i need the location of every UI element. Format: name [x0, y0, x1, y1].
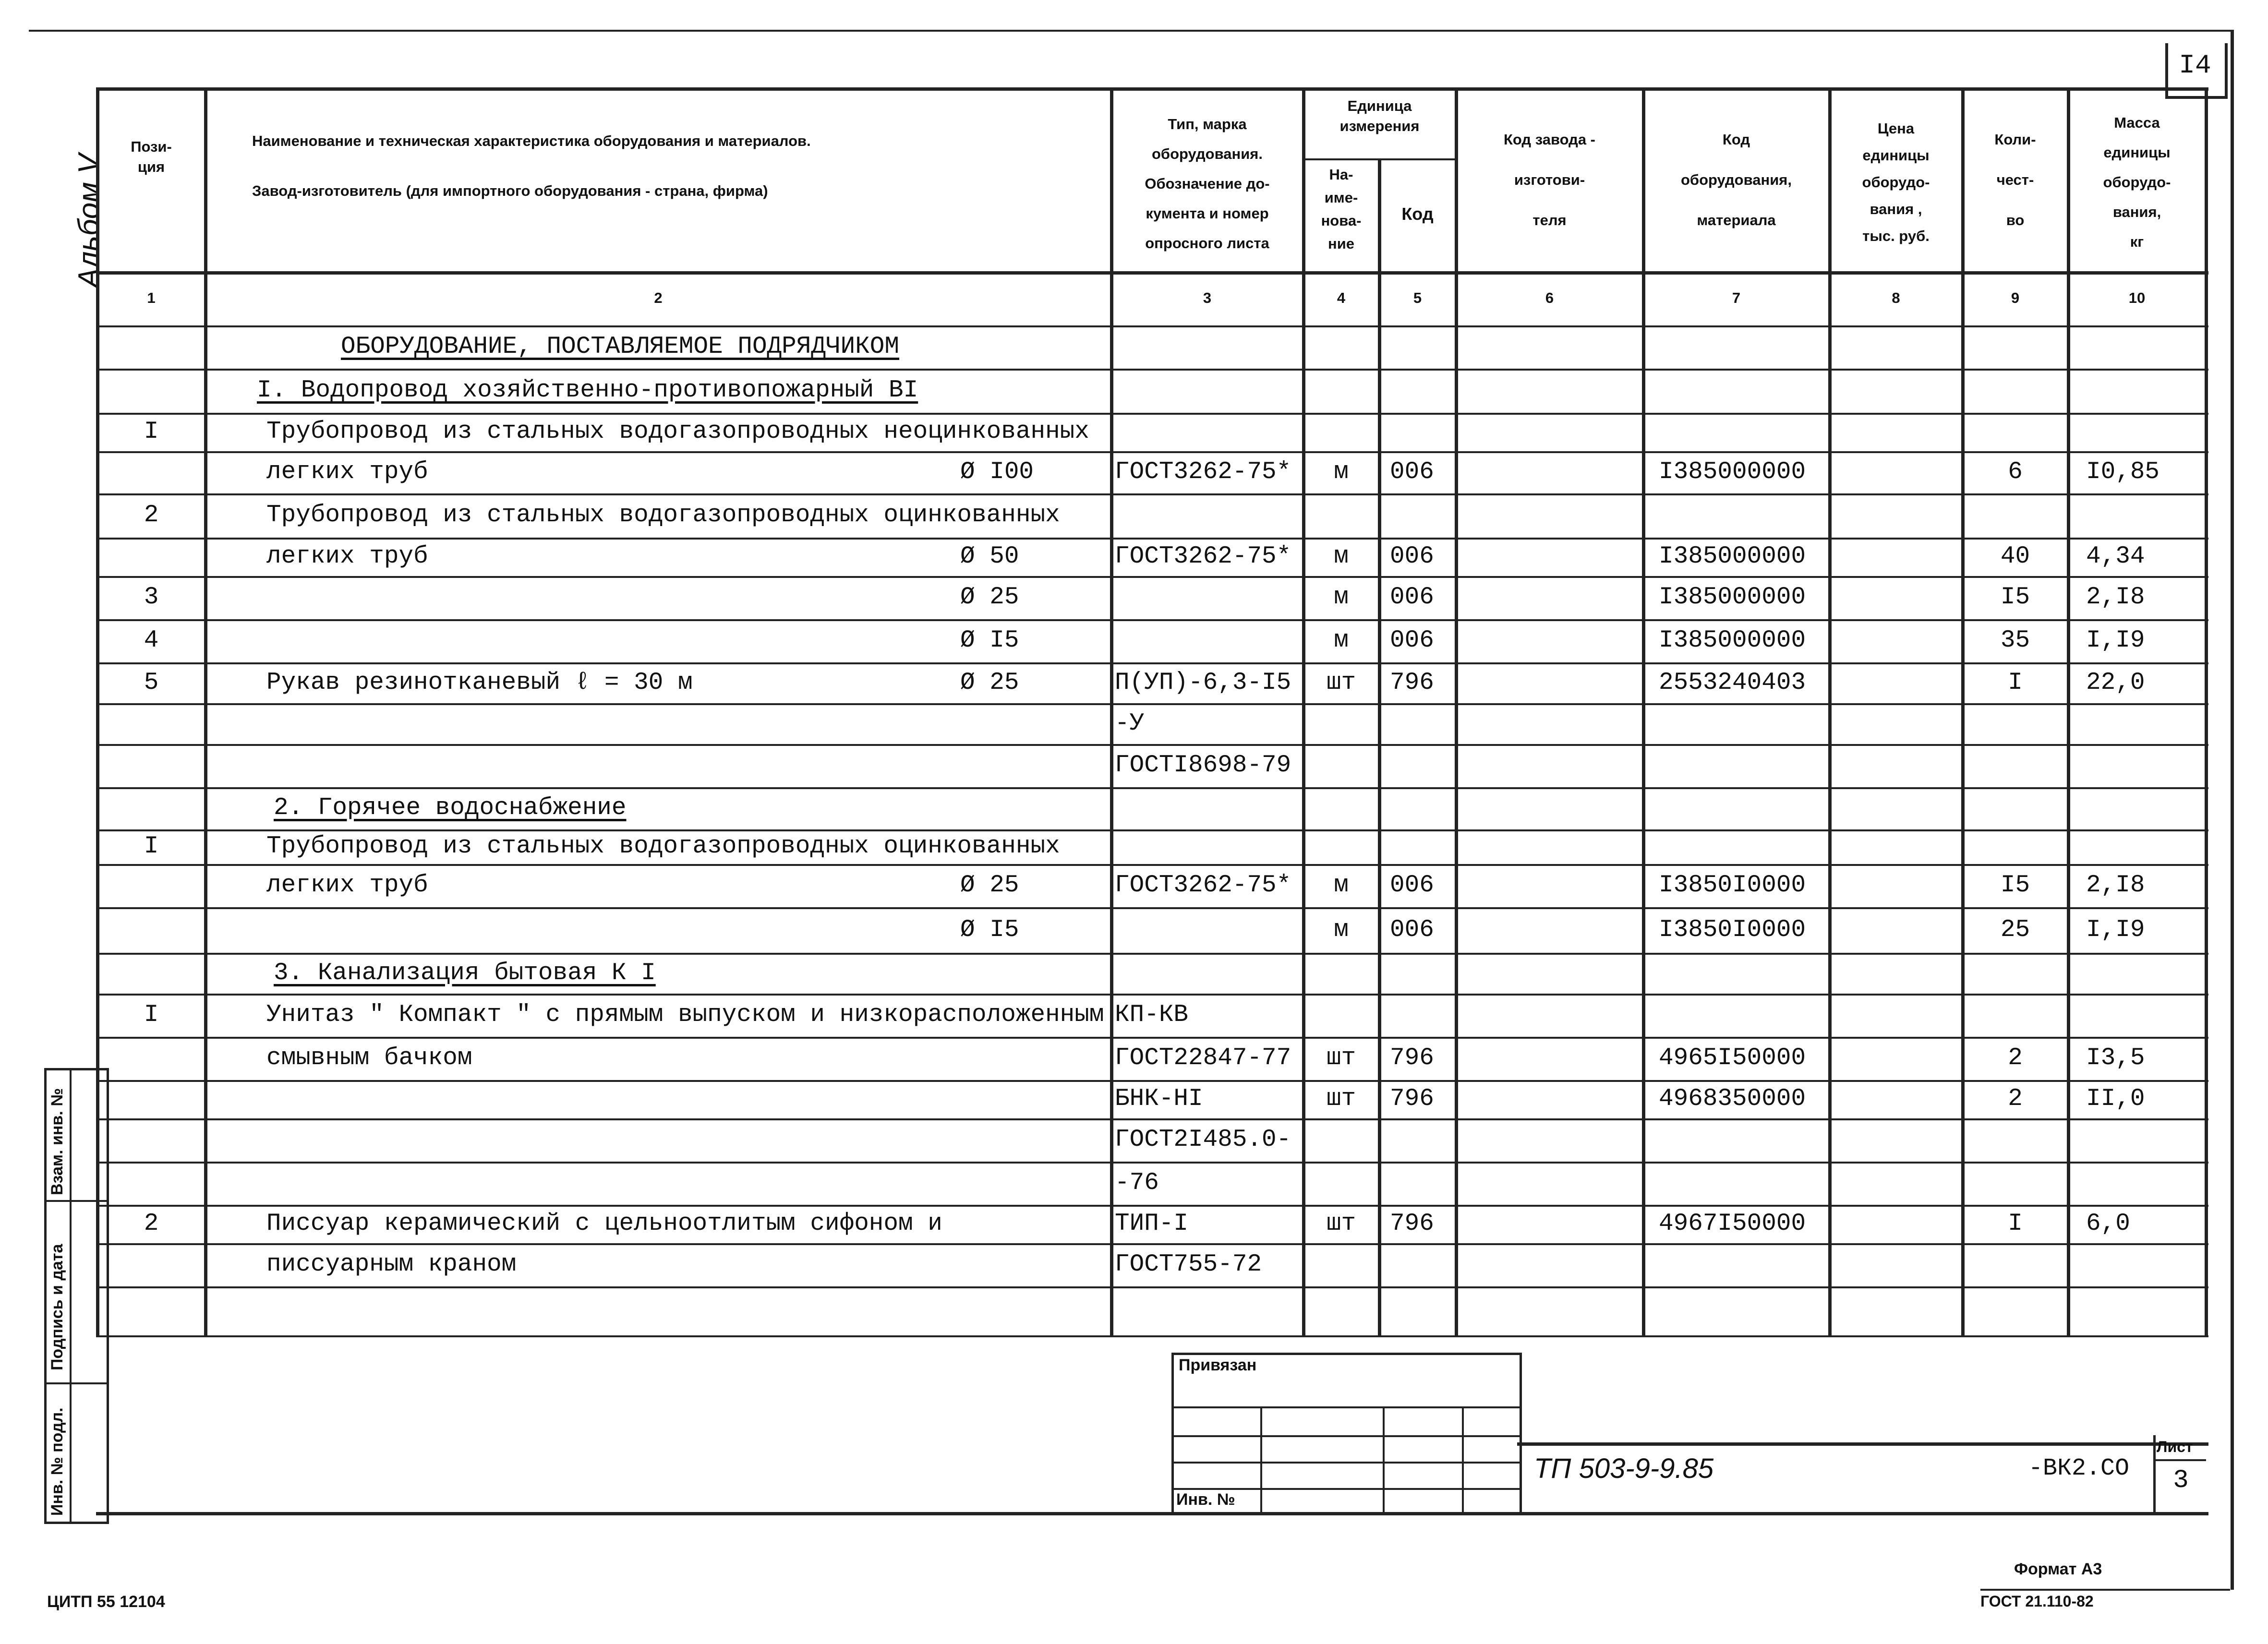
col-line-6: [1642, 87, 1645, 1335]
cell-name: смывным бачком: [266, 1044, 472, 1072]
sheet-number-top: I4: [2179, 50, 2211, 81]
stamp-vline-c: [1462, 1406, 1464, 1512]
cell-pos: 4: [144, 627, 159, 654]
cell-code: 796: [1390, 1210, 1434, 1237]
cell-pos: I: [144, 418, 159, 445]
row-line: [96, 413, 2208, 415]
cell-qty: 6: [2008, 458, 2023, 486]
header-unit-group: Единица измерения: [1339, 97, 1420, 134]
cell-code: 796: [1390, 1085, 1434, 1113]
cell-code: 796: [1390, 669, 1434, 696]
row-line: [96, 1118, 2208, 1120]
cell-name: Трубопровод из стальных водогазопроводных оцинкованных: [266, 502, 1060, 529]
table-top-line: [96, 87, 2208, 91]
cell-pos: 5: [144, 669, 159, 696]
col-line-7: [1828, 87, 1832, 1335]
row-line: [96, 953, 2208, 955]
row-line: [96, 787, 2208, 789]
cell-type: ГОСТ3262-75*: [1115, 458, 1291, 486]
cell-type: БНК-НI: [1115, 1085, 1203, 1113]
colnum-7: 7: [1732, 289, 1741, 306]
cell-type: П(УП)-6,3-I5: [1115, 669, 1291, 696]
col-line-5: [1455, 87, 1458, 1335]
cell-name: легких труб: [266, 458, 428, 486]
left-stamp-line-2: [44, 1382, 107, 1384]
stamp-line-c: [1171, 1462, 1520, 1464]
cell-name: Трубопровод из стальных водогазопроводных оцинкованных: [266, 833, 1060, 860]
row-line: [96, 619, 2208, 621]
cell-name: Унитаз " Компакт " с прямым выпуском и низкорасположенным: [266, 1001, 1104, 1029]
cell-name: 2. Горячее водоснабжение: [274, 794, 627, 822]
header-bottom-line: [96, 271, 2208, 275]
cell-mass: I3,5: [2086, 1044, 2145, 1072]
row-line: [96, 1205, 2208, 1207]
side-label-inv-podl: Инв. № подл.: [48, 1407, 66, 1516]
cell-mass: 2,I8: [2086, 584, 2145, 611]
cell-type: ГОСТ22847-77: [1115, 1044, 1291, 1072]
cell-name: Рукав резинотканевый ℓ = 30 м: [266, 669, 693, 696]
bottom-frame-line: [96, 1512, 2208, 1515]
cell-type: -У: [1115, 709, 1145, 737]
col-line-4: [1378, 158, 1381, 1335]
header-plant-code: Код завода - изготови- теля: [1503, 131, 1595, 228]
cell-mass: 2,I8: [2086, 872, 2145, 899]
cell-diameter: Ø 25: [960, 669, 1019, 696]
cell-qty: I: [2008, 1210, 2023, 1237]
cell-code: 796: [1390, 1044, 1434, 1072]
inv-no-label: Инв. №: [1176, 1490, 1235, 1509]
cell-code: 006: [1390, 627, 1434, 654]
header-name: Наименование и техническая характеристика оборудования и материалов. Завод-изготовитель (для импортного оборудования - страна, фирма): [252, 132, 811, 199]
right-frame-line: [2231, 30, 2234, 1590]
stamp-line-d: [1171, 1488, 1520, 1490]
cell-unit: м: [1334, 916, 1349, 944]
row-line: [96, 1286, 2208, 1288]
side-label-podpis: Подпись и дата: [48, 1244, 66, 1370]
footer-format: Формат А3: [2014, 1560, 2102, 1578]
header-unit-code: Код: [1401, 204, 1434, 224]
cell-equip: I385000000: [1659, 458, 1806, 486]
cell-equip: 4967I50000: [1659, 1210, 1806, 1237]
footer-line: [1980, 1589, 2230, 1591]
side-label-vzam: Взам. инв. №: [48, 1088, 66, 1195]
cell-mass: I,I9: [2086, 916, 2145, 944]
cell-mass: I,I9: [2086, 627, 2145, 654]
cell-mass: 6,0: [2086, 1210, 2130, 1237]
colnum-1: 1: [147, 289, 156, 306]
row-line: [96, 493, 2208, 495]
cell-code: 006: [1390, 584, 1434, 611]
row-line: [96, 1243, 2208, 1245]
cell-unit: м: [1334, 584, 1349, 611]
colnum-8: 8: [1892, 289, 1900, 306]
cell-unit: м: [1334, 627, 1349, 654]
row-line: [96, 907, 2208, 909]
row-line: [96, 1162, 2208, 1164]
row-line: [96, 1080, 2208, 1082]
left-stamp-line-1: [44, 1200, 107, 1202]
album-label: Альбом V: [72, 154, 106, 288]
col-line-3: [1302, 87, 1305, 1335]
cell-name: легких труб: [266, 543, 428, 570]
cell-name: ОБОРУДОВАНИЕ, ПОСТАВЛЯЕМОЕ ПОДРЯДЧИКОМ: [341, 333, 899, 360]
cell-pos: 3: [144, 584, 159, 611]
cell-mass: 4,34: [2086, 543, 2145, 570]
cell-diameter: Ø I5: [960, 627, 1019, 654]
col-line-8: [1961, 87, 1965, 1335]
cell-qty: I5: [2000, 584, 2030, 611]
row-line: [96, 994, 2208, 996]
cell-equip: I3850I0000: [1659, 916, 1806, 944]
stamp-vline-b: [1383, 1406, 1385, 1512]
cell-equip: 2553240403: [1659, 669, 1806, 696]
cell-pos: 2: [144, 1210, 159, 1237]
row-line: [96, 1335, 2208, 1337]
colnum-9: 9: [2011, 289, 2020, 306]
cell-type: ГОСТ755-72: [1115, 1251, 1262, 1278]
footer-left: ЦИТП 55 12104: [47, 1593, 165, 1611]
cell-unit: шт: [1326, 1210, 1356, 1237]
cell-code: 006: [1390, 916, 1434, 944]
cell-name: легких труб: [266, 872, 428, 899]
cell-equip: I385000000: [1659, 543, 1806, 570]
header-pos: Пози- ция: [131, 138, 172, 175]
top-frame-line: [29, 30, 2231, 32]
cell-qty: 35: [2000, 627, 2030, 654]
cell-qty: 25: [2000, 916, 2030, 944]
cell-mass: 22,0: [2086, 669, 2145, 696]
cell-qty: 2: [2008, 1085, 2023, 1113]
cell-diameter: Ø I5: [960, 916, 1019, 944]
cell-equip: I3850I0000: [1659, 872, 1806, 899]
row-line: [96, 538, 2208, 540]
row-line: [96, 662, 2208, 664]
cell-unit: м: [1334, 872, 1349, 899]
colnum-10: 10: [2128, 289, 2146, 306]
cell-type: ГОСТI8698-79: [1115, 752, 1291, 779]
numbers-bottom-line: [96, 325, 2208, 327]
row-line: [96, 1037, 2208, 1039]
cell-name: Трубопровод из стальных водогазопроводных неоцинкованных: [266, 418, 1089, 445]
cell-unit: шт: [1326, 1085, 1356, 1113]
col-line-2: [1110, 87, 1113, 1335]
cell-equip: I385000000: [1659, 584, 1806, 611]
cell-qty: I5: [2000, 872, 2030, 899]
cell-name: I. Водопровод хозяйственно-противопожарный BI: [257, 377, 918, 404]
cell-qty: 2: [2008, 1044, 2023, 1072]
cell-code: 006: [1390, 458, 1434, 486]
cell-unit: шт: [1326, 669, 1356, 696]
stamp-vline-a: [1260, 1406, 1262, 1512]
colnum-6: 6: [1545, 289, 1554, 306]
left-stamp-inner-line: [70, 1068, 72, 1522]
doc-code: ТП 503-9-9.85: [1534, 1453, 1714, 1484]
stamp-line-a: [1171, 1406, 1520, 1408]
cell-diameter: Ø 50: [960, 543, 1019, 570]
cell-pos: I: [144, 833, 159, 860]
cell-equip: 4968350000: [1659, 1085, 1806, 1113]
cell-code: 006: [1390, 543, 1434, 570]
row-line: [96, 864, 2208, 866]
unit-group-split-line: [1302, 158, 1455, 160]
cell-name: 3. Канализация бытовая К I: [274, 959, 656, 987]
header-equip-code: Код оборудования, материала: [1680, 131, 1792, 228]
row-line: [96, 451, 2208, 453]
col-line-10: [2205, 87, 2208, 1335]
col-line-1: [204, 87, 207, 1335]
cell-type: -76: [1115, 1169, 1159, 1197]
title-block-top-line: [1517, 1442, 2208, 1446]
cell-diameter: Ø 25: [960, 872, 1019, 899]
row-line: [96, 744, 2208, 746]
cell-type: ГОСТ2I485.0-: [1115, 1126, 1291, 1153]
header-price: Цена единицы оборудо- вания , тыс. руб.: [1862, 120, 1930, 244]
list-number: 3: [2173, 1466, 2189, 1495]
cell-type: КП-КВ: [1115, 1001, 1189, 1029]
cell-qty: I: [2008, 669, 2023, 696]
cell-pos: I: [144, 1001, 159, 1029]
privyazan-label: Привязан: [1179, 1356, 1257, 1374]
cell-equip: 4965I50000: [1659, 1044, 1806, 1072]
cell-type: ГОСТ3262-75*: [1115, 543, 1291, 570]
col-line-9: [2067, 87, 2070, 1335]
row-line: [96, 576, 2208, 578]
colnum-3: 3: [1203, 289, 1212, 306]
row-line: [96, 369, 2208, 371]
cell-unit: м: [1334, 458, 1349, 486]
list-box-line: [2153, 1459, 2206, 1461]
cell-unit: шт: [1326, 1044, 1356, 1072]
cell-type: ТИП-I: [1115, 1210, 1189, 1237]
cell-name: Писсуар керамический с цельноотлитым сифоном и: [266, 1210, 942, 1237]
colnum-5: 5: [1413, 289, 1422, 306]
cell-name: писсуарным краном: [266, 1251, 517, 1278]
header-unit-name: На- име- нова- ние: [1321, 166, 1362, 252]
cell-mass: II,0: [2086, 1085, 2145, 1113]
cell-qty: 40: [2000, 543, 2030, 570]
cell-mass: I0,85: [2086, 458, 2160, 486]
doc-suffix: -ВК2.СО: [2028, 1455, 2130, 1482]
cell-pos: 2: [144, 502, 159, 529]
colnum-2: 2: [654, 289, 663, 306]
stamp-line-b: [1171, 1435, 1520, 1437]
header-type: Тип, марка оборудования. Обозначение до- кумента и номер опросного листа: [1145, 116, 1270, 252]
cell-type: ГОСТ3262-75*: [1115, 872, 1291, 899]
row-line: [96, 703, 2208, 705]
colnum-4: 4: [1337, 289, 1346, 306]
header-mass: Масса единицы оборудо- вания, кг: [2103, 114, 2171, 250]
cell-diameter: Ø 25: [960, 584, 1019, 611]
list-label: Лист: [2157, 1438, 2193, 1455]
header-qty: Коли- чест- во: [1994, 131, 2036, 228]
row-line: [96, 829, 2208, 831]
cell-diameter: Ø I00: [960, 458, 1034, 486]
cell-equip: I385000000: [1659, 627, 1806, 654]
cell-code: 006: [1390, 872, 1434, 899]
cell-unit: м: [1334, 543, 1349, 570]
footer-gost: ГОСТ 21.110-82: [1980, 1593, 2094, 1610]
